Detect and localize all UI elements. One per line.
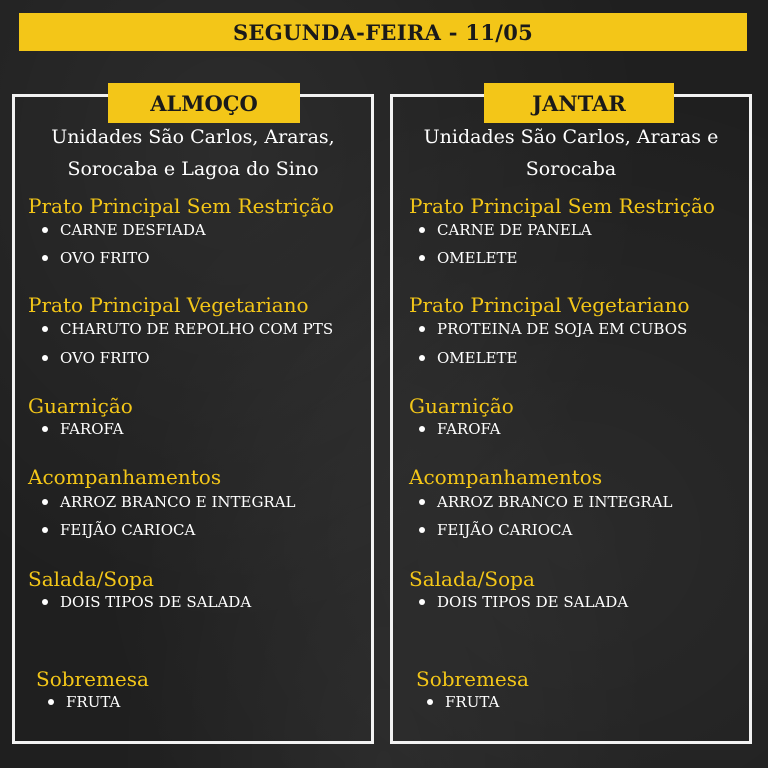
bullet-icon <box>419 599 425 605</box>
lunch-units <box>15 121 371 185</box>
dinner-item: FEIJÃO CARIOCA <box>419 521 572 539</box>
bullet-icon <box>42 227 48 233</box>
lunch-item: CHARUTO DE REPOLHO COM PTS <box>42 320 333 338</box>
lunch-units-line2: Sorocaba e Lagoa do Sino <box>67 158 319 180</box>
dinner-item: ARROZ BRANCO E INTEGRAL <box>419 493 673 511</box>
lunch-tag: ALMOÇO <box>108 83 300 123</box>
bullet-icon <box>419 426 425 432</box>
bullet-icon <box>42 326 48 332</box>
bullet-icon <box>42 499 48 505</box>
bullet-icon <box>42 255 48 261</box>
lunch-item: FAROFA <box>42 420 123 438</box>
dinner-item: CARNE DE PANELA <box>419 221 592 239</box>
dinner-item: OMELETE <box>419 349 517 367</box>
dinner-section-title-side: Guarnição <box>409 394 514 418</box>
bullet-icon <box>42 426 48 432</box>
bullet-icon <box>42 355 48 361</box>
dinner-units-line1: Unidades São Carlos, Araras e <box>423 126 719 148</box>
dinner-item: FAROFA <box>419 420 500 438</box>
dinner-section-title-accomp: Acompanhamentos <box>409 465 603 489</box>
lunch-section-title-salad: Salada/Sopa <box>28 567 154 591</box>
bullet-icon <box>419 255 425 261</box>
dinner-item: FRUTA <box>427 693 499 711</box>
day-banner: SEGUNDA-FEIRA - 11/05 <box>19 13 747 51</box>
dinner-item: OMELETE <box>419 249 517 267</box>
dinner-units-line2: Sorocaba <box>525 158 617 180</box>
dinner-panel <box>390 90 752 744</box>
lunch-units-line1: Unidades São Carlos, Araras, <box>51 126 335 148</box>
lunch-item: FRUTA <box>48 693 120 711</box>
lunch-item: FEIJÃO CARIOCA <box>42 521 195 539</box>
dinner-section-title-salad: Salada/Sopa <box>409 567 535 591</box>
lunch-item: OVO FRITO <box>42 249 150 267</box>
dinner-section-title-veg: Prato Principal Vegetariano <box>409 293 690 317</box>
lunch-item: CARNE DESFIADA <box>42 221 206 239</box>
bullet-icon <box>427 699 433 705</box>
lunch-item: DOIS TIPOS DE SALADA <box>42 593 251 611</box>
bullet-icon <box>42 599 48 605</box>
bullet-icon <box>419 499 425 505</box>
dinner-tag: JANTAR <box>484 83 674 123</box>
lunch-item: ARROZ BRANCO E INTEGRAL <box>42 493 296 511</box>
lunch-section-title-accomp: Acompanhamentos <box>28 465 222 489</box>
bullet-icon <box>419 227 425 233</box>
bullet-icon <box>419 326 425 332</box>
dinner-section-title-dessert: Sobremesa <box>416 667 529 691</box>
dinner-item: DOIS TIPOS DE SALADA <box>419 593 628 611</box>
dinner-section-title-main: Prato Principal Sem Restrição <box>409 194 715 218</box>
bullet-icon <box>42 527 48 533</box>
lunch-item: OVO FRITO <box>42 349 150 367</box>
dinner-item: PROTEINA DE SOJA EM CUBOS <box>419 320 687 338</box>
bullet-icon <box>48 699 54 705</box>
lunch-section-title-dessert: Sobremesa <box>36 667 149 691</box>
lunch-panel <box>12 90 374 744</box>
bullet-icon <box>419 355 425 361</box>
bullet-icon <box>419 527 425 533</box>
lunch-section-title-main: Prato Principal Sem Restrição <box>28 194 334 218</box>
dinner-units <box>393 121 749 185</box>
lunch-section-title-veg: Prato Principal Vegetariano <box>28 293 309 317</box>
lunch-section-title-side: Guarnição <box>28 394 133 418</box>
